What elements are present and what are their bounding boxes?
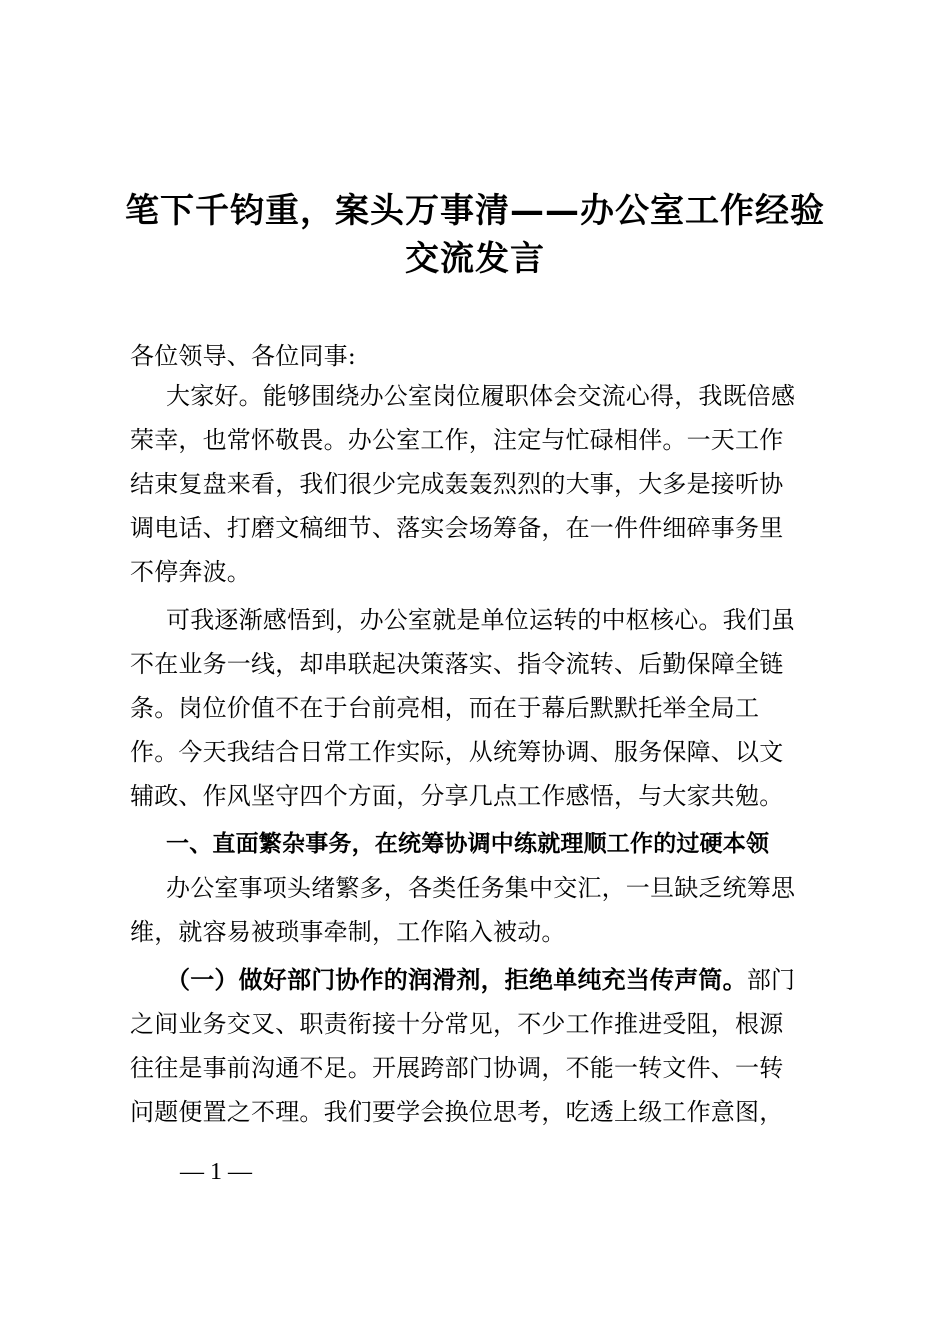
- subsection-line: [166, 958, 866, 1002]
- subsection-heading-1: （一）做好部门协作的润滑剂，拒绝单纯充当传声筒。: [166, 966, 747, 994]
- paragraph-line: 调电话、打磨文稿细节、落实会场筹备，在一件件细碎事务里: [130, 514, 784, 542]
- paragraph-line: 辅政、作风坚守四个方面，分享几点工作感悟，与大家共勉。: [130, 782, 784, 810]
- salutation: 各位领导、各位同事:: [130, 342, 357, 370]
- page-number: — 1 —: [180, 1159, 252, 1185]
- paragraph-line: 结束复盘来看，我们很少完成轰轰烈烈的大事，大多是接听协: [130, 470, 784, 498]
- paragraph-line: 条。岗位价值不在于台前亮相，而在于幕后默默托举全局工: [130, 694, 760, 722]
- paragraph-line: 不停奔波。: [130, 558, 251, 586]
- document-title-line-2: 交流发言: [405, 239, 545, 279]
- subsection-tail-text: 部门: [746, 966, 796, 994]
- paragraph-line: 办公室事项头绪繁多，各类任务集中交汇，一旦缺乏统筹思: [166, 874, 796, 902]
- section-heading-1: 一、直面繁杂事务，在统筹协调中练就理顺工作的过硬本领: [166, 831, 770, 857]
- paragraph-line: 维，就容易被琐事牵制，工作陷入被动。: [130, 918, 566, 946]
- paragraph-line: 问题便置之不理。我们要学会换位思考，吃透上级工作意图，: [130, 1098, 784, 1126]
- paragraph-line: 不在业务一线，却串联起决策落实、指令流转、后勤保障全链: [130, 650, 784, 678]
- paragraph-line: 之间业务交叉、职责衔接十分常见，不少工作推进受阻，根源: [130, 1010, 784, 1038]
- paragraph-line: 可我逐渐感悟到，办公室就是单位运转的中枢核心。我们虽: [166, 606, 796, 634]
- paragraph-line: 往往是事前沟通不足。开展跨部门协调，不能一转文件、一转: [130, 1054, 784, 1082]
- paragraph-line: 作。今天我结合日常工作实际，从统筹协调、服务保障、以文: [130, 738, 784, 766]
- document-title-line-1: 笔下千钧重，案头万事清——办公室工作经验: [125, 191, 825, 231]
- paragraph-line: 大家好。能够围绕办公室岗位履职体会交流心得，我既倍感: [166, 382, 796, 410]
- paragraph-line: 荣幸，也常怀敬畏。办公室工作，注定与忙碌相伴。一天工作: [130, 426, 784, 454]
